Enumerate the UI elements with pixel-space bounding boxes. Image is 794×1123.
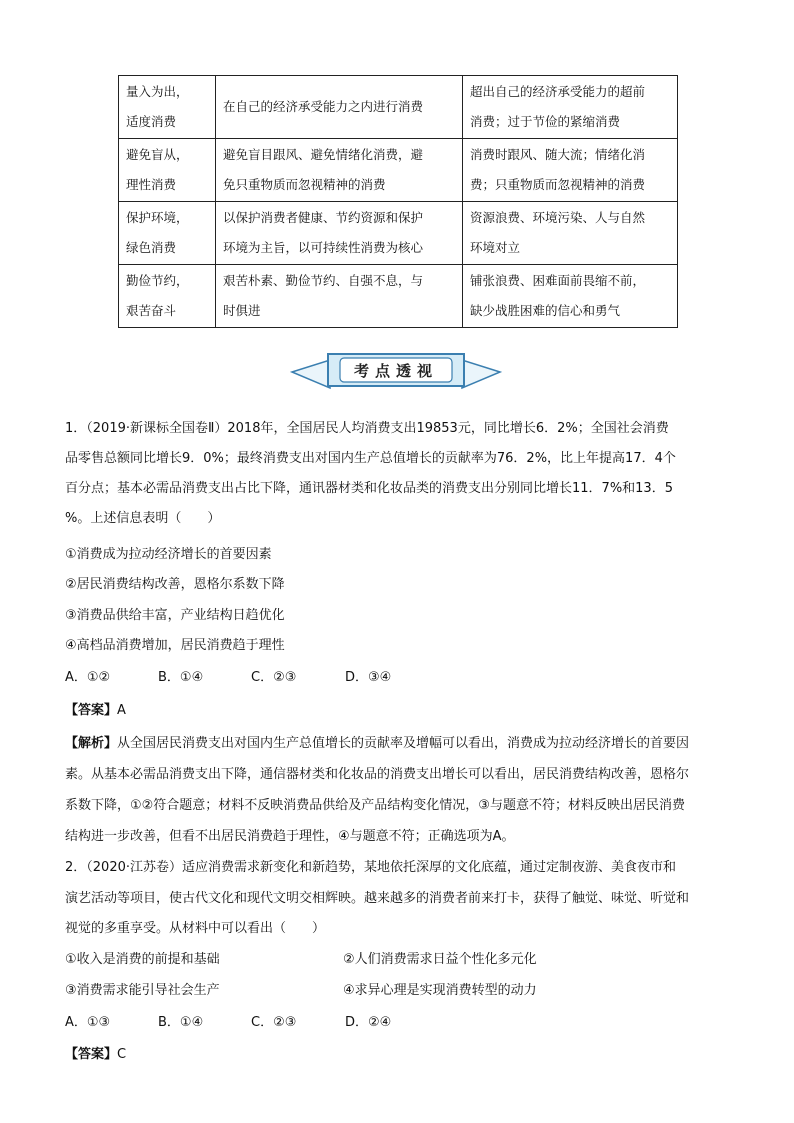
q1-stem-line: 百分点；基本必需品消费支出占比下降，通讯器材类和化妆品类的消费支出分别同比增长11．7%和13．5 [65,481,673,496]
principle-cell [119,265,216,328]
correct-practice-cell [216,76,463,139]
cell-text-line: 免只重物质而忽视精神的消费 [223,177,386,192]
q2-statement: ①收入是消费的前提和基础 [65,952,220,967]
wrong-practice-cell [463,139,678,202]
cell-text-line: 以保护消费者健康、节约资源和保护 [223,210,424,225]
q2-stem-line: 2．（2020·江苏卷）适应消费需求新变化和新趋势，某地依托深厚的文化底蕴，通过定制夜游、美食夜市和 [65,860,676,875]
q1-option-d: D．③④ [345,670,392,685]
cell-text-line: 保护环境， [126,210,189,225]
cell-text-line: 消费；过于节俭的紧缩消费 [470,114,621,129]
q1-analysis-line: 素。从基本必需品消费支出下降，通信器材类和化妆品的消费支出增长可以看出，居民消费结构改善，恩格尔 [65,767,690,782]
cell-text-line: 艰苦奋斗 [126,303,177,318]
table-row [119,202,678,265]
consumption-principles-table [118,75,678,328]
analysis-text: 从全国居民消费支出对国内生产总值增长的贡献率及增幅可以看出，消费成为拉动经济增长的首要因 [117,736,690,751]
q1-option-c: C．②③ [251,670,297,685]
cell-text-line: 铺张浪费、困难面前畏缩不前， [470,273,646,288]
cell-text-line: 超出自己的经济承受能力的超前 [470,84,646,99]
cell-text-line: 环境为主旨，以可持续性消费为核心 [223,240,424,255]
correct-practice-cell [216,202,463,265]
q1-analysis-line: 系数下降，①②符合题意；材料不反映消费品供给及产品结构变化情况，③与题意不符；材料反映出居民消费 [65,798,685,813]
cell-text-line: 环境对立 [470,240,521,255]
q2-statement: ④求异心理是实现消费转型的动力 [343,983,537,998]
cell-text-line: 理性消费 [126,177,177,192]
q1-option-b: B．①④ [158,670,204,685]
answer-value: C [117,1047,127,1062]
banner-title: 考点透视 [353,362,439,380]
q2-stem-line: 演艺活动等项目，使古代文化和现代文明交相辉映。越来越多的消费者前来打卡，获得了触觉、味觉、听觉和 [65,891,690,906]
q1-stem-line: %。上述信息表明（ ） [65,511,221,526]
banner-ribbon-left [292,360,330,388]
table-row [119,139,678,202]
answer-value: A [117,703,126,718]
correct-practice-cell [216,265,463,328]
cell-text-line: 量入为出， [126,84,189,99]
analysis-label: 【解析】 [65,736,118,751]
cell-text-line: 避免盲目跟风、避免情绪化消费，避 [223,147,424,162]
principle-cell [119,76,216,139]
q2-option-b: B．①④ [158,1015,204,1030]
q2-statement: ③消费需求能引导社会生产 [65,983,220,998]
q1-statement: ③消费品供给丰富，产业结构日趋优化 [65,608,285,623]
q2-answer [65,1040,730,1070]
cell-text-line: 时俱进 [223,303,261,318]
cell-text-line: 资源浪费、环境污染、人与自然 [470,210,646,225]
banner-ribbon-right [462,360,500,388]
table-row [119,76,678,139]
cell-text-line: 绿色消费 [126,240,177,255]
q2-option-d: D．②④ [345,1015,392,1030]
cell-text-line: 在自己的经济承受能力之内进行消费 [223,99,424,114]
cell-text-line: 勤俭节约， [126,273,189,288]
q2-statement: ②人们消费需求日益个性化多元化 [343,952,537,967]
answer-label: 【答案】 [65,1047,118,1062]
correct-practice-cell [216,139,463,202]
cell-text-line: 缺少战胜困难的信心和勇气 [470,303,621,318]
q1-option-a: A．①② [65,670,111,685]
q1-statement: ④高档品消费增加，居民消费趋于理性 [65,638,285,653]
q2-option-a: A．①③ [65,1015,111,1030]
q2-stem-line: 视觉的多重享受。从材料中可以看出（ ） [65,921,326,936]
q1-analysis-line: 结构进一步改善，但看不出居民消费趋于理性，④与题意不符；正确选项为A。 [65,829,515,844]
cell-text-line: 费；只重物质而忽视精神的消费 [470,177,646,192]
q1-statement: ①消费成为拉动经济增长的首要因素 [65,547,272,562]
wrong-practice-cell [463,202,678,265]
section-banner [290,346,502,394]
wrong-practice-cell [463,76,678,139]
q1-analysis-line [65,729,730,759]
cell-text-line: 适度消费 [126,114,177,129]
q1-statement: ②居民消费结构改善，恩格尔系数下降 [65,577,285,592]
answer-label: 【答案】 [65,703,118,718]
cell-text-line: 艰苦朴素、勤俭节约、自强不息，与 [223,273,424,288]
principle-cell [119,202,216,265]
table-row [119,265,678,328]
q1-stem-line: 1．（2019·新课标全国卷Ⅱ）2018年，全国居民人均消费支出19853元，同比增长6．2%；全国社会消费 [65,421,669,436]
cell-text-line: 避免盲从， [126,147,189,162]
q1-stem-line: 品零售总额同比增长9．0%；最终消费支出对国内生产总值增长的贡献率为76．2%，比上年提高17．4个 [65,451,676,466]
q2-option-c: C．②③ [251,1015,297,1030]
wrong-practice-cell [463,265,678,328]
cell-text-line: 消费时跟风、随大流；情绪化消 [470,147,646,162]
q1-answer [65,696,730,726]
principle-cell [119,139,216,202]
